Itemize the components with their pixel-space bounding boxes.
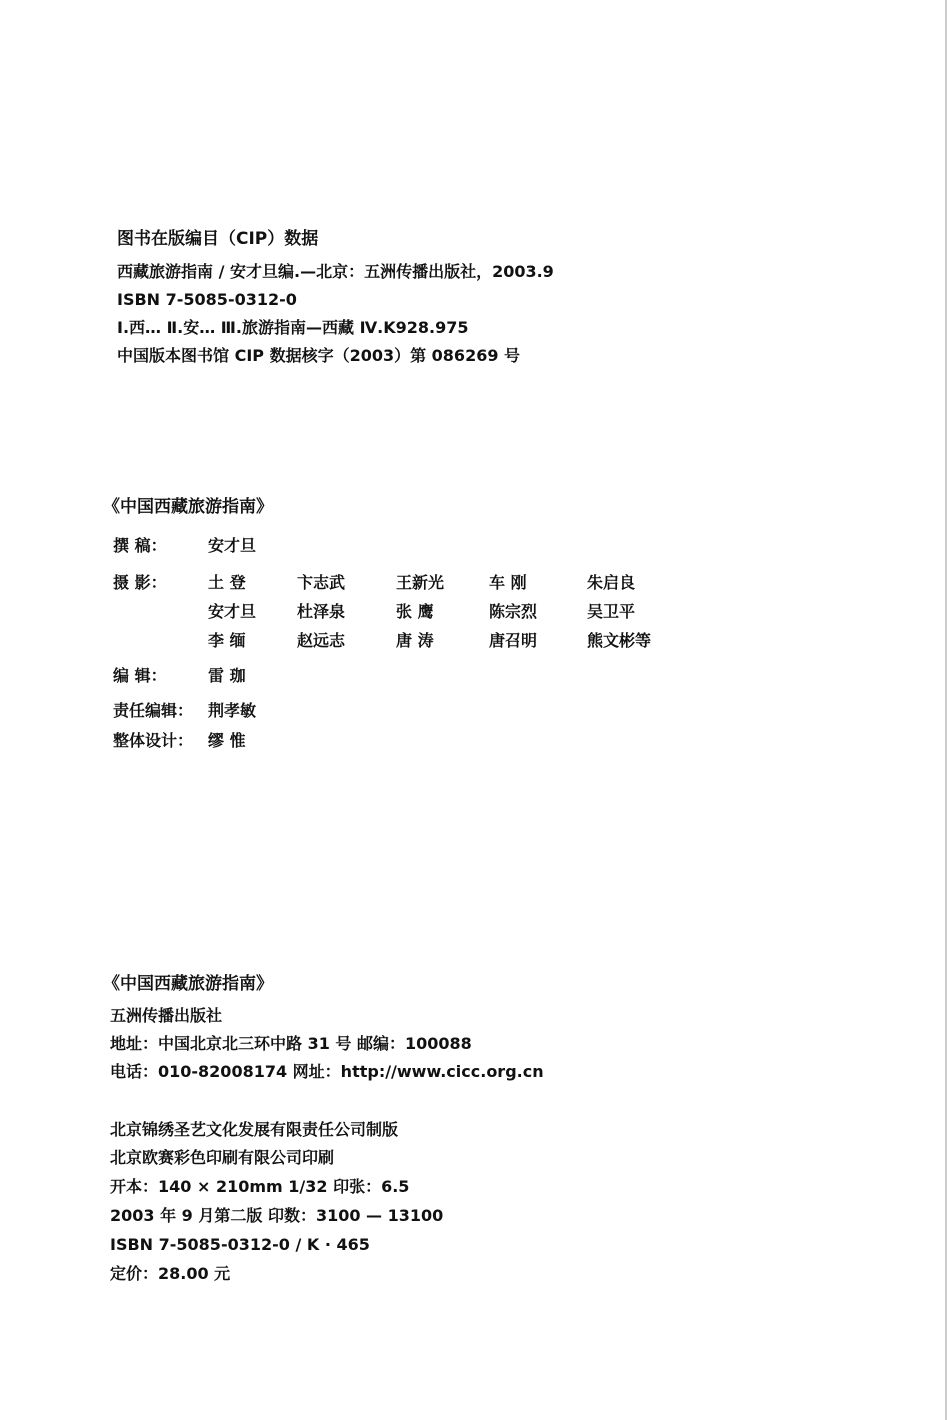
photographer-name: 唐召明 xyxy=(489,631,538,650)
writer-row xyxy=(113,535,673,557)
photographer-name: 安才旦 xyxy=(208,602,257,621)
writer-label: 撰 稿： xyxy=(113,536,167,555)
credits-book-title: 《中国西藏旅游指南》 xyxy=(103,497,273,517)
cip-line1: 西藏旅游指南 / 安才旦编.—北京：五洲传播出版社，2003.9 xyxy=(117,262,554,281)
prepress-company: 北京锦绣圣艺文化发展有限责任公司制版 xyxy=(110,1120,399,1139)
publisher-address: 地址：中国北京北三环中路 31 号 邮编：100088 xyxy=(110,1034,472,1053)
photographer-name: 土 登 xyxy=(208,573,246,592)
isbn-full: ISBN 7-5085-0312-0 / K · 465 xyxy=(110,1235,370,1254)
photographer-name: 朱启良 xyxy=(587,573,636,592)
chief-editor-row xyxy=(113,700,673,722)
publisher-name: 五洲传播出版社 xyxy=(110,1006,223,1025)
photographer-name: 王新光 xyxy=(396,573,445,592)
format-info: 开本：140 × 210mm 1/32 印张：6.5 xyxy=(110,1177,410,1196)
photographer-name: 熊文彬等 xyxy=(587,631,652,650)
photographer-name: 赵远志 xyxy=(297,631,346,650)
photo-row-3 xyxy=(113,630,693,652)
editor-row xyxy=(113,665,673,687)
editor-label: 编 辑： xyxy=(113,666,167,685)
cip-number: 中国版本图书馆 CIP 数据核字（2003）第 086269 号 xyxy=(117,346,521,365)
chief-editor-label: 责任编辑： xyxy=(113,701,194,720)
editor-name: 雷 珈 xyxy=(208,666,246,685)
photographer-name: 陈宗烈 xyxy=(489,602,538,621)
cip-classification: Ⅰ.西… Ⅱ.安… Ⅲ.旅游指南—西藏 Ⅳ.K928.975 xyxy=(117,318,469,337)
photographer-name: 吴卫平 xyxy=(587,602,636,621)
chief-editor-name: 荆孝敏 xyxy=(208,701,257,720)
photographer-name: 李 缅 xyxy=(208,631,246,650)
photographer-name: 杜泽泉 xyxy=(297,602,346,621)
publisher-contact: 电话：010-82008174 网址：http://www.cicc.org.cn xyxy=(110,1062,544,1081)
photographer-name: 卞志武 xyxy=(297,573,346,592)
photo-row-2 xyxy=(113,601,693,623)
cip-heading: 图书在版编目（CIP）数据 xyxy=(117,229,319,249)
photographer-name: 车 刚 xyxy=(489,573,527,592)
cip-isbn: ISBN 7-5085-0312-0 xyxy=(117,290,297,309)
photo-label: 摄 影： xyxy=(113,573,167,592)
edition-info: 2003 年 9 月第二版 印数：3100 — 13100 xyxy=(110,1206,444,1225)
photographer-name: 张 鹰 xyxy=(396,602,434,621)
designer-row xyxy=(113,730,673,752)
designer-name: 缪 惟 xyxy=(208,731,246,750)
publisher-book-title: 《中国西藏旅游指南》 xyxy=(103,974,273,994)
photographer-name: 唐 涛 xyxy=(396,631,434,650)
printing-company: 北京欧赛彩色印刷有限公司印刷 xyxy=(110,1148,335,1167)
designer-label: 整体设计： xyxy=(113,731,194,750)
price: 定价：28.00 元 xyxy=(110,1264,231,1283)
photo-row-1 xyxy=(113,572,693,594)
writer-name: 安才旦 xyxy=(208,536,257,555)
